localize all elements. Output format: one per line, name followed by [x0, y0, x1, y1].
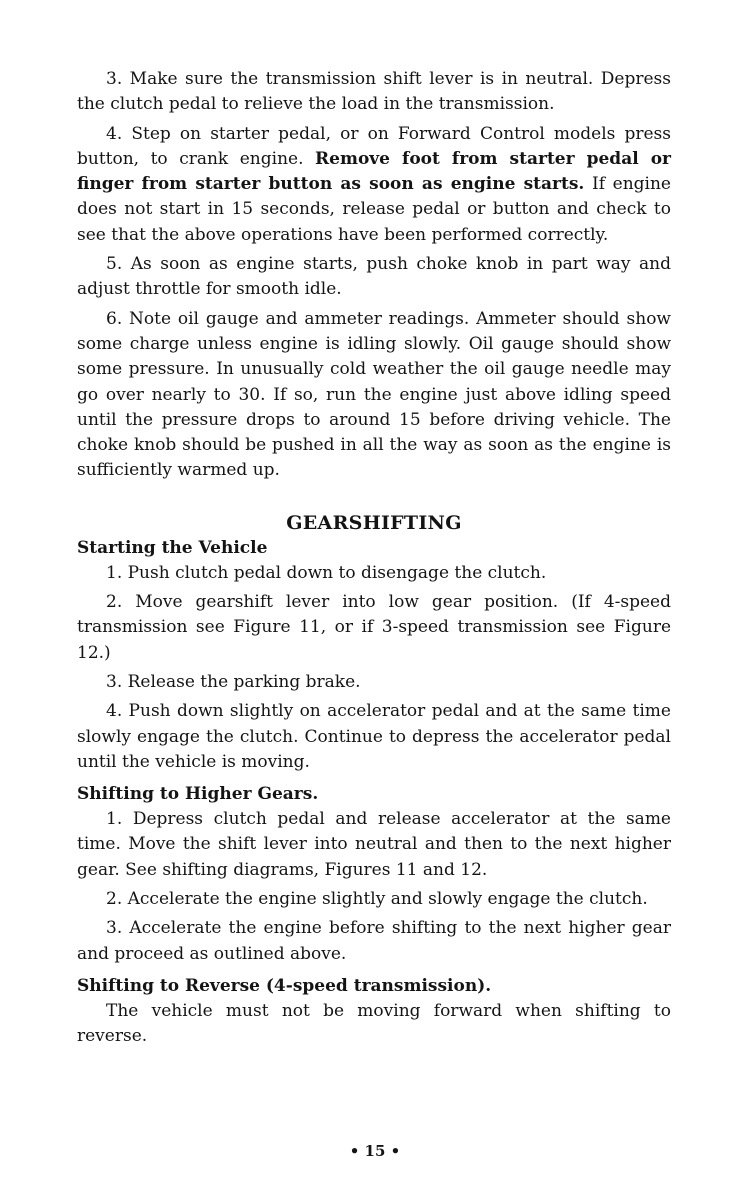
subheading-starting-vehicle: Starting the Vehicle	[77, 537, 268, 558]
paragraph-step-4	[77, 122, 671, 248]
step-4-warning: Remove foot from starter pedal or finger from starter button as soon as engine starts.	[77, 148, 672, 195]
reverse-paragraph: The vehicle must not be moving forward when shifting to reverse.	[77, 1000, 671, 1047]
section-title-gearshifting: GEARSHIFTING	[286, 511, 462, 534]
starting-step-2: 2. Move gearshift lever into low gear position. (If 4-speed transmission see Figure 11, or if 3-speed transmission see Figure 12.)	[77, 592, 671, 663]
subheading-higher-gears: Shifting to Higher Gears.	[77, 784, 319, 805]
manual-page	[77, 67, 671, 1050]
starting-step-3: 3. Release the parking brake.	[106, 671, 361, 692]
starting-step-1: 1. Push clutch pedal down to disengage the clutch.	[106, 562, 547, 583]
step-4-intro: 4. Step on starter pedal, or on Forward Control models press button, to crank engine.	[77, 123, 671, 169]
subheading-reverse: Shifting to Reverse (4-speed transmission).	[77, 975, 492, 996]
paragraph-step-5: 5. As soon as engine starts, push choke knob in part way and adjust throttle for smooth idle.	[77, 254, 671, 300]
step-4-followup: If engine does not start in 15 seconds, release pedal or button and check to see that the above operations have been performed correctly.	[77, 174, 671, 245]
paragraph-step-3: 3. Make sure the transmission shift lever is in neutral. Depress the clutch pedal to relieve the load in the transmission.	[77, 69, 671, 115]
starting-step-4: 4. Push down slightly on accelerator pedal and at the same time slowly engage the clutch. Continue to depress the accelerator pedal until the vehicle is moving.	[77, 701, 671, 772]
higher-gears-step-1: 1. Depress clutch pedal and release accelerator at the same time. Move the shift lever into neutral and then to the next higher gear. See shifting diagrams, Figures 11 and 12.	[77, 809, 671, 880]
page-number: • 15 •	[349, 1142, 401, 1160]
paragraph-step-6: 6. Note oil gauge and ammeter readings. Ammeter should show some charge unless engine is idling slowly. Oil gauge should show some pressure. In unusually cold weather the oil gauge needle may go over nearly to 30. If so, run the engine just above idling speed until the pressure drops to around 15 before driving vehicle. The choke knob should be pushed in all the way as soon as the engine is sufficiently warmed up.	[77, 308, 671, 481]
higher-gears-step-3: 3. Accelerate the engine before shifting to the next higher gear and proceed as outlined above.	[77, 918, 671, 964]
higher-gears-step-2: 2. Accelerate the engine slightly and slowly engage the clutch.	[106, 889, 648, 910]
